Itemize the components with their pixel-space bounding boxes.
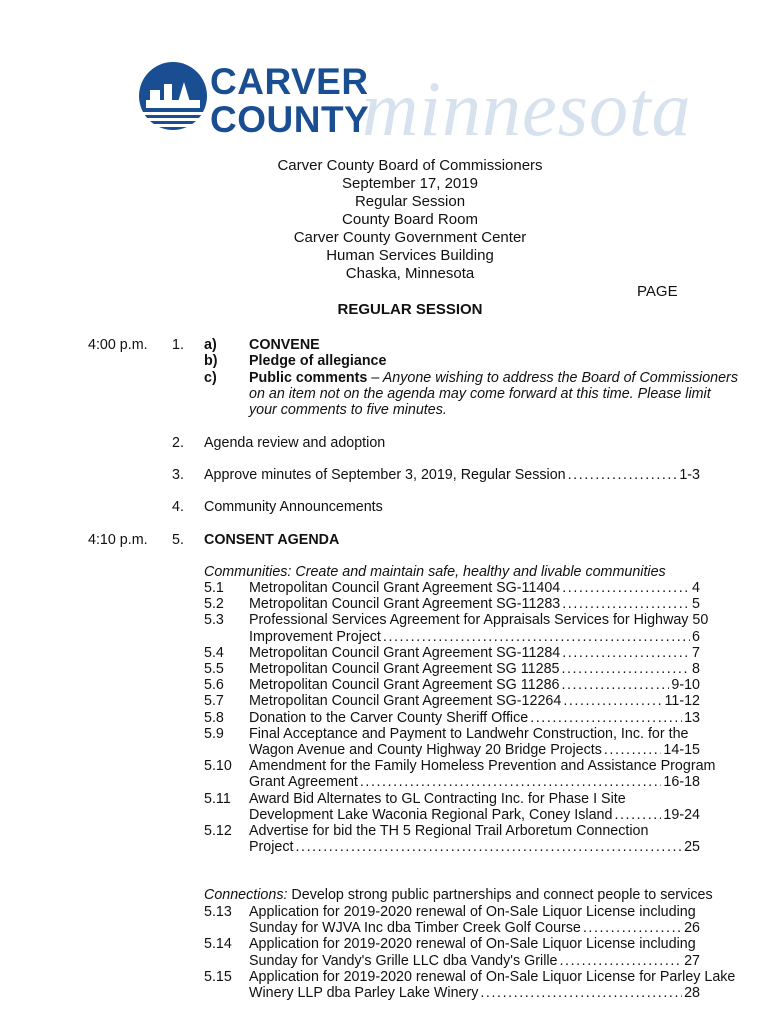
logo-word-county: COUNTY [210, 99, 370, 140]
agenda-item-page: 13 [684, 709, 700, 726]
agenda-item-line-with-page [249, 596, 700, 612]
agenda-item-page: 6 [692, 628, 700, 645]
agenda-item-page: 9-10 [671, 677, 700, 694]
agenda-review-text: Agenda review and adoption [204, 435, 386, 451]
agenda-item-line-with-page [249, 839, 700, 855]
agenda-item-page: 14-15 [663, 742, 700, 758]
leader-dots [360, 774, 662, 790]
agenda-item-line-with-page [249, 807, 700, 823]
leader-dots [562, 580, 690, 596]
announcements-text: Community Announcements [204, 499, 383, 515]
connections-heading [204, 887, 713, 903]
connections-description: Develop strong public partnerships and connect people to services [287, 887, 713, 903]
item-number-2: 2. [172, 435, 184, 451]
public-comments-line-1 [249, 370, 738, 386]
header-line-city: Chaska, Minnesota [345, 265, 475, 282]
agenda-item-title: Application for 2019-2020 renewal of On-Sale Liquor License including [249, 936, 696, 953]
agenda-item-title: Project [249, 839, 294, 856]
agenda-item-line [249, 612, 709, 629]
public-comments-note-1: – Anyone wishing to address the Board of Commissioners [367, 370, 738, 386]
header-line-board: Carver County Board of Commissioners [277, 157, 543, 174]
agenda-item-page: 5 [692, 596, 700, 613]
agenda-item-title: Metropolitan Council Grant Agreement SG-11283 [249, 596, 561, 613]
agenda-item-title: Metropolitan Council Grant Agreement SG 11285 [249, 661, 560, 677]
agenda-item-number: 5.4 [204, 644, 224, 661]
consent-agenda-heading: CONSENT AGENDA [204, 532, 340, 548]
logo-state-word: minnesota [362, 65, 692, 152]
agenda-item-5-2 [204, 596, 700, 612]
agenda-item-title: Sunday for WJVA Inc dba Timber Creek Golf Course [249, 920, 581, 937]
agenda-item-line [249, 758, 716, 775]
county-emblem-icon [138, 60, 208, 136]
leader-dots [583, 920, 682, 936]
agenda-item-title: Grant Agreement [249, 774, 358, 791]
agenda-item-title: Winery LLP dba Parley Lake Winery [249, 985, 479, 1001]
agenda-item-title: Advertise for bid the TH 5 Regional Trail Arboretum Connection [249, 823, 649, 839]
agenda-item-number: 5.15 [204, 968, 232, 985]
agenda-item-title: Donation to the Carver County Sheriff Office [249, 709, 529, 726]
agenda-item-page: 7 [692, 644, 700, 661]
agenda-item-5-4 [204, 645, 700, 661]
agenda-item-title: Development Lake Waconia Regional Park, Coney Island [249, 806, 613, 823]
agenda-item-title: Metropolitan Council Grant Agreement SG-11284 [249, 644, 561, 661]
agenda-item-number: 5.8 [204, 709, 224, 726]
agenda-item-title: Wagon Avenue and County Highway 20 Bridge Projects [249, 742, 602, 758]
leader-dots [480, 985, 682, 1001]
agenda-item-title: Metropolitan Council Grant Agreement SG-11404 [249, 580, 561, 596]
agenda-item-title: Award Bid Alternates to GL Contracting Inc. for Phase I Site [249, 790, 626, 807]
agenda-item-line-with-page [249, 985, 700, 1001]
leader-dots [561, 661, 690, 677]
agenda-item-5-6 [204, 677, 700, 693]
time-label-1: 4:00 p.m. [88, 337, 148, 353]
agenda-item-title: Application for 2019-2020 renewal of On-Sale Liquor License for Parley Lake [249, 968, 736, 985]
session-title: REGULAR SESSION [337, 301, 483, 318]
agenda-item-5-12 [204, 823, 700, 855]
agenda-item-title: Application for 2019-2020 renewal of On-Sale Liquor License including [249, 904, 696, 920]
leader-dots [383, 629, 690, 645]
agenda-item-line [249, 904, 700, 920]
agenda-item-5-5 [204, 661, 700, 677]
minutes-page: 1-3 [679, 467, 700, 483]
agenda-item-page: 19-24 [663, 806, 700, 823]
agenda-item-number: 5.11 [204, 790, 231, 807]
agenda-item-number: 5.3 [204, 612, 224, 629]
header-line-building: Human Services Building [326, 247, 494, 264]
sub-c-letter: c) [204, 370, 217, 386]
connections-label: Connections: [204, 887, 288, 903]
agenda-item-5-15 [204, 968, 736, 1001]
agenda-item-line [249, 823, 700, 839]
agenda-item-number: 5.12 [204, 823, 232, 839]
agenda-item-line-with-page [249, 920, 700, 936]
agenda-item-page: 25 [684, 839, 700, 856]
agenda-item-5-1 [204, 580, 700, 596]
agenda-item-page: 11-12 [664, 693, 700, 710]
agenda-item-5-10 [204, 758, 716, 791]
item-number-1: 1. [172, 337, 184, 353]
header-line-center: Carver County Government Center [293, 229, 527, 246]
agenda-item-5-14 [204, 936, 700, 968]
agenda-item-line [249, 726, 700, 742]
agenda-item-title: Sunday for Vandy's Grille LLC dba Vandy's Grille [249, 952, 558, 969]
minutes-entry [204, 467, 700, 483]
agenda-item-line-with-page [249, 742, 700, 758]
agenda-item-5-13 [204, 904, 700, 936]
agenda-item-5-8 [204, 710, 700, 726]
agenda-item-line-with-page [249, 693, 700, 709]
agenda-item-page: 26 [684, 920, 700, 937]
item-number-3: 3. [172, 467, 184, 483]
agenda-item-page: 28 [684, 985, 700, 1001]
agenda-item-page: 4 [692, 580, 700, 596]
agenda-item-number: 5.14 [204, 936, 232, 953]
agenda-item-page: 16-18 [663, 774, 700, 791]
agenda-item-page: 8 [692, 661, 700, 677]
item-number-5: 5. [172, 532, 184, 548]
leader-dots [568, 467, 678, 483]
public-comments-note-2: on an item not on the agenda may come forward at this time. Please limit [249, 386, 711, 402]
convene-text: CONVENE [249, 337, 320, 353]
leader-dots [604, 742, 662, 758]
page-column-label: PAGE [637, 283, 678, 300]
communities-heading: Communities: Create and maintain safe, healthy and livable communities [204, 564, 666, 580]
agenda-item-number: 5.6 [204, 677, 224, 694]
pledge-text: Pledge of allegiance [249, 353, 387, 369]
agenda-item-number: 5.5 [204, 661, 224, 677]
agenda-item-5-9 [204, 726, 700, 758]
agenda-item-line-with-page [249, 661, 700, 677]
carver-county-logo [138, 60, 692, 160]
agenda-item-line [249, 791, 700, 807]
leader-dots [296, 839, 683, 855]
sub-a-letter: a) [204, 337, 217, 353]
agenda-item-line-with-page [249, 953, 700, 969]
leader-dots [562, 596, 690, 612]
public-comments-note-3: your comments to five minutes. [249, 402, 447, 418]
agenda-item-title: Professional Services Agreement for Appraisals Services for Highway 50 [249, 612, 709, 629]
agenda-item-title: Metropolitan Council Grant Agreement SG 11286 [249, 677, 560, 694]
agenda-item-number: 5.10 [204, 758, 232, 775]
agenda-item-title: Improvement Project [249, 628, 381, 645]
public-comments-label: Public comments [249, 370, 368, 386]
minutes-text: Approve minutes of September 3, 2019, Regular Session [204, 467, 566, 483]
agenda-item-line-with-page [249, 645, 700, 661]
header-line-session: Regular Session [354, 193, 466, 210]
agenda-item-title: Final Acceptance and Payment to Landwehr Construction, Inc. for the [249, 725, 689, 742]
sub-b-letter: b) [204, 353, 218, 369]
logo-word-carver: CARVER [210, 61, 369, 102]
leader-dots [560, 953, 683, 969]
leader-dots [530, 710, 682, 726]
agenda-item-line [249, 936, 700, 952]
leader-dots [561, 677, 669, 693]
item-number-4: 4. [172, 499, 184, 515]
agenda-item-number: 5.13 [204, 904, 232, 920]
agenda-item-line-with-page [249, 629, 700, 645]
agenda-item-number: 5.1 [204, 580, 224, 596]
agenda-item-line [249, 968, 736, 985]
agenda-item-5-7 [204, 693, 700, 709]
agenda-item-line-with-page [249, 580, 700, 596]
time-label-2: 4:10 p.m. [88, 532, 148, 548]
agenda-item-5-3 [204, 612, 709, 645]
leader-dots [562, 645, 690, 661]
agenda-item-5-11 [204, 791, 700, 823]
header-line-date: September 17, 2019 [342, 175, 478, 192]
agenda-item-line-with-page [249, 774, 700, 790]
agenda-item-number: 5.7 [204, 693, 224, 710]
leader-dots [614, 807, 661, 823]
agenda-item-number: 5.9 [204, 725, 224, 742]
agenda-item-page: 27 [684, 952, 700, 969]
agenda-item-line-with-page [249, 677, 700, 693]
agenda-item-title: Amendment for the Family Homeless Prevention and Assistance Program [249, 758, 716, 775]
agenda-item-line-with-page [249, 710, 700, 726]
agenda-item-title: Metropolitan Council Grant Agreement SG-12264 [249, 693, 562, 710]
agenda-item-number: 5.2 [204, 596, 224, 613]
header-line-room: County Board Room [342, 211, 478, 228]
leader-dots [563, 693, 662, 709]
